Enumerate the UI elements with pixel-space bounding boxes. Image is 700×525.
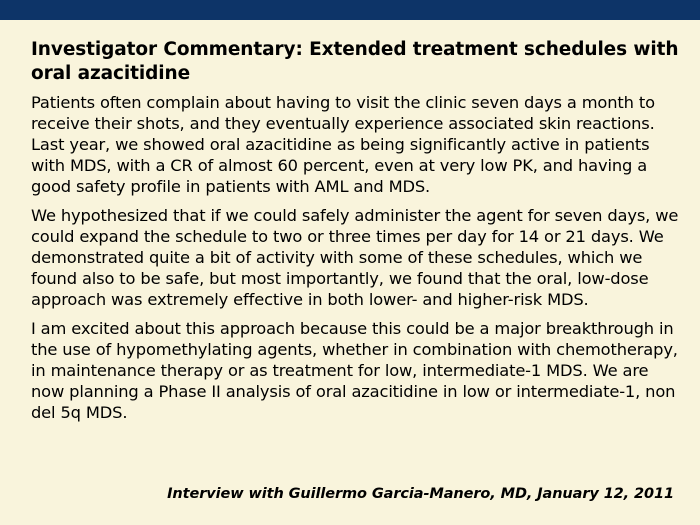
commentary-paragraph-3: I am excited about this approach because this could be a major breakthrough in the use of hypomethylating agents, whether in combination with chemotherapy, in maintenance therapy or as treatment for low, intermediate-1 MDS. We are now planning a Phase II analysis of oral azacitidine in low or intermediate-1, non del 5q MDS. bbox=[31, 319, 678, 422]
commentary-paragraph-1: Patients often complain about having to visit the clinic seven days a month to receive their shots, and they eventually experience associated skin reactions. Last year, we showed oral azacitidine as being significantly active in patients with MDS, with a CR of almost 60 percent, even at very low PK, and having a good safety profile in patients with AML and MDS. bbox=[31, 93, 655, 196]
header-bar bbox=[0, 0, 700, 20]
slide-title: Investigator Commentary: Extended treatment schedules with oral azacitidine bbox=[31, 39, 679, 84]
slide-content bbox=[31, 38, 681, 431]
interview-citation: Interview with Guillermo Garcia-Manero, MD, January 12, 2011 bbox=[167, 486, 674, 502]
commentary-paragraph-2: We hypothesized that if we could safely administer the agent for seven days, we could expand the schedule to two or three times per day for 14 or 21 days. We demonstrated quite a bit of activity with some of these schedules, which we found also to be safe, but most importantly, we found that the oral, low-dose approach was extremely effective in both lower- and higher-risk MDS. bbox=[31, 206, 679, 309]
